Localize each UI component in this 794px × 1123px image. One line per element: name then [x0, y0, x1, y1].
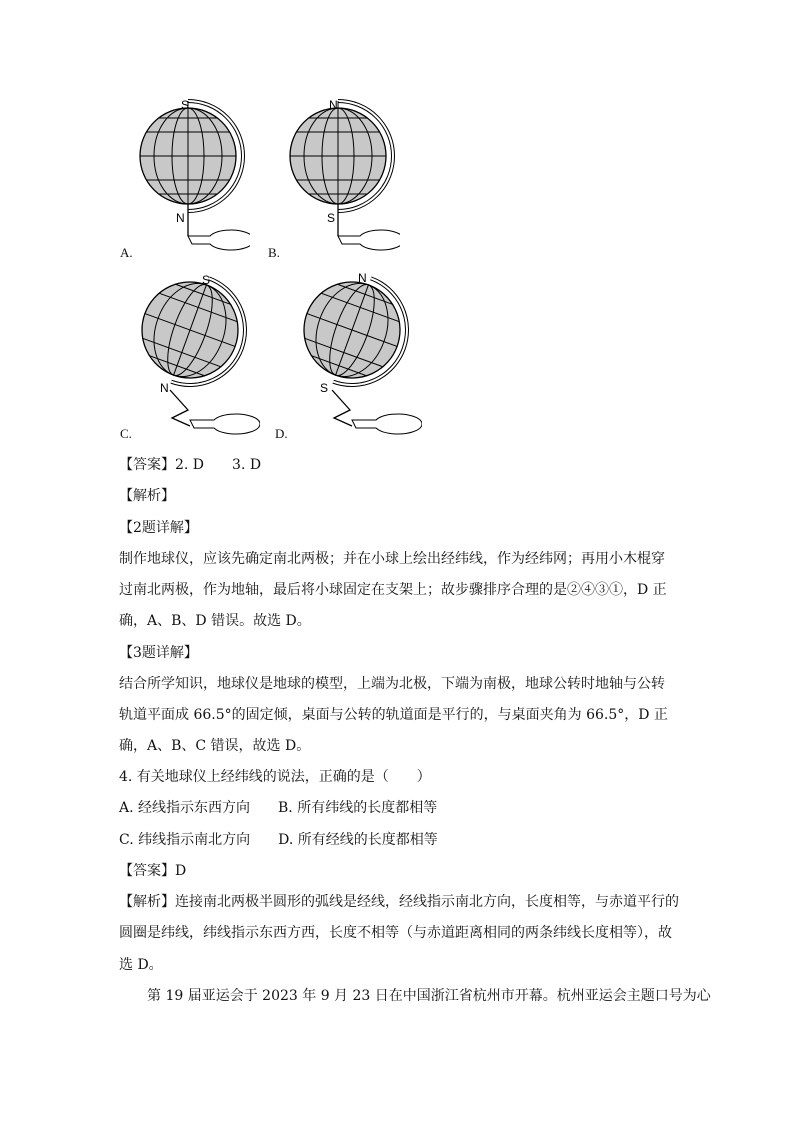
pole-label-bottom: S	[320, 381, 329, 395]
globe-figure-d	[292, 268, 422, 447]
q3-detail-text-1: 结合所学知识，地球仪是地球的模型，上端为北极，下端为南极，地球公转时地轴与公转	[119, 676, 665, 692]
q2-detail-text-2: 过南北两极，作为地轴，最后将小球固定在支架上；故步骤排序合理的是②④③①，D 正	[119, 582, 667, 598]
q3-detail-text-2: 轨道平面成 66.5°的固定倾，桌面与公转的轨道面是平行的，与桌面夹角为 66.5°，D 正	[119, 707, 668, 723]
q3-detail-heading: 【3题详解】	[119, 645, 198, 661]
question-4-options-ab: A. 经线指示东西方向 B. 所有纬线的长度都相等	[119, 800, 438, 816]
pole-label-top: S	[202, 273, 211, 287]
globe-c-illustration	[130, 268, 260, 443]
pole-label-bottom: N	[176, 211, 185, 225]
option-label-a: A.	[120, 245, 133, 260]
globe-b-illustration	[280, 98, 400, 258]
pole-label-top: S	[181, 98, 190, 112]
answer-line-q4: 【答案】D	[119, 863, 187, 879]
analysis-heading: 【解析】	[119, 488, 175, 504]
q4-analysis-text-2: 圆圈是纬线，纬线指示东西方西，长度不相等（与赤道距离相同的两条纬线长度相等），故	[119, 925, 672, 941]
pole-label-bottom: N	[160, 381, 169, 395]
globe-figure-a	[130, 98, 250, 262]
pole-label-top: N	[358, 271, 367, 285]
q4-analysis-text-3: 选 D。	[119, 957, 163, 973]
option-label-c: C.	[120, 426, 132, 441]
question-4-stem: 4. 有关地球仪上经纬线的说法，正确的是（ ）	[119, 769, 431, 785]
answer-line-q2-q3: 【答案】2. D 3. D	[119, 457, 262, 473]
q2-detail-text-1: 制作地球仪，应该先确定南北两极；并在小球上绘出经纬线，作为经纬网；再用小木棍穿	[119, 551, 665, 567]
question-4-options-cd: C. 纬线指示南北方向 D. 所有经线的长度都相等	[119, 832, 438, 848]
asian-games-paragraph: 第 19 届亚运会于 2023 年 9 月 23 日在中国浙江省杭州市开幕。杭州亚运会主题口号为心	[147, 988, 711, 1004]
q3-detail-text-3: 确，A、B、C 错误，故选 D。	[119, 738, 311, 754]
globe-d-illustration	[292, 268, 422, 443]
pole-label-bottom: S	[327, 211, 336, 225]
option-label-b: B.	[268, 245, 280, 260]
q2-detail-text-3: 确，A、B、D 错误。故选 D。	[119, 613, 311, 629]
globe-a-illustration	[130, 98, 250, 258]
q2-detail-heading: 【2题详解】	[119, 520, 198, 536]
pole-label-top: N	[329, 98, 338, 112]
q4-analysis-text-1: 【解析】连接南北两极半圆形的弧线是经线，经线指示南北方向，长度相等，与赤道平行的	[119, 894, 679, 910]
globe-figure-c	[130, 268, 260, 447]
globe-figure-b	[280, 98, 400, 262]
option-label-d: D.	[275, 426, 288, 441]
